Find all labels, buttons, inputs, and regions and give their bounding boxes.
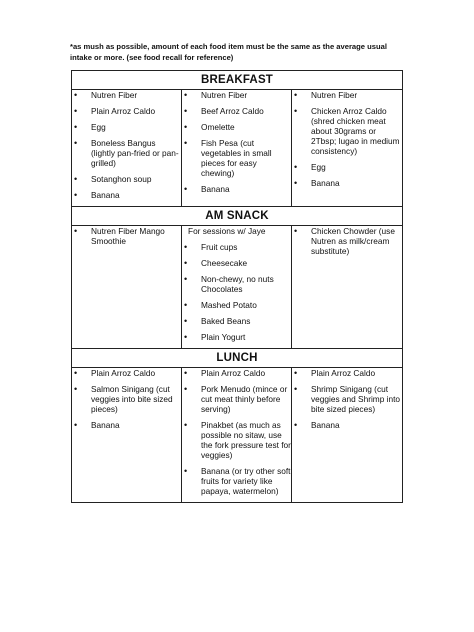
food-item: • Mashed Potato xyxy=(182,300,291,310)
food-item: • Plain Arroz Caldo xyxy=(292,368,402,378)
section-title: AM SNACK xyxy=(72,207,403,226)
food-item: • Nutren Fiber Mango Smoothie xyxy=(72,226,181,246)
food-item: • Baked Beans xyxy=(182,316,291,326)
section-header-row xyxy=(72,207,403,226)
meal-option-cell xyxy=(72,90,182,207)
food-list xyxy=(72,226,181,246)
food-item: • Egg xyxy=(72,122,181,132)
section-row xyxy=(72,226,403,349)
food-item: • Nutren Fiber xyxy=(182,90,291,100)
meal-option-cell xyxy=(292,90,403,207)
section-header-row xyxy=(72,71,403,90)
food-item: • Banana xyxy=(72,420,181,430)
food-list xyxy=(72,90,181,200)
section-title: BREAKFAST xyxy=(72,71,403,90)
food-item: • Egg xyxy=(292,162,402,172)
meal-plan-table xyxy=(71,70,403,503)
food-item: • Banana xyxy=(292,178,402,188)
food-item: • Banana xyxy=(292,420,402,430)
food-item: • Boneless Bangus (lightly pan-fried or pan-grilled) xyxy=(72,138,181,168)
meal-option-cell xyxy=(182,90,292,207)
food-item: • Plain Arroz Caldo xyxy=(72,106,181,116)
section-header-row xyxy=(72,349,403,368)
food-item: • Banana (or try other soft fruits for variety like papaya, watermelon) xyxy=(182,466,291,496)
food-item: • Plain Yogurt xyxy=(182,332,291,342)
food-item: • Pinakbet (as much as possible no sitaw, use the fork pressure test for veggies) xyxy=(182,420,291,460)
meal-option-cell xyxy=(72,368,182,503)
food-list xyxy=(292,368,402,430)
food-item: • Plain Arroz Caldo xyxy=(72,368,181,378)
food-item: • Banana xyxy=(182,184,291,194)
food-list xyxy=(182,242,291,342)
food-item: • Chicken Arroz Caldo (shred chicken meat about 30grams or 2Tbsp; lugao in medium consistency) xyxy=(292,106,402,156)
food-item: • Plain Arroz Caldo xyxy=(182,368,291,378)
meal-option-cell xyxy=(292,226,403,349)
food-item: • Shrimp Sinigang (cut veggies and Shrimp into bite sized pieces) xyxy=(292,384,402,414)
food-list xyxy=(182,368,291,496)
food-item: • Cheesecake xyxy=(182,258,291,268)
reference-note: *as mush as possible, amount of each food item must be the same as the average usual intake or more. (see food recall for reference) xyxy=(70,42,387,62)
food-item: • Beef Arroz Caldo xyxy=(182,106,291,116)
food-item: • Nutren Fiber xyxy=(292,90,402,100)
section-row xyxy=(72,368,403,503)
meal-option-cell xyxy=(292,368,403,503)
meal-option-cell xyxy=(182,226,292,349)
food-item: • Fish Pesa (cut vegetables in small pieces for easy chewing) xyxy=(182,138,291,178)
food-item: • Pork Menudo (mince or cut meat thinly before serving) xyxy=(182,384,291,414)
food-item: • Fruit cups xyxy=(182,242,291,252)
food-item: • Banana xyxy=(72,190,181,200)
food-list xyxy=(292,90,402,188)
food-list xyxy=(292,226,402,256)
food-item: • Sotanghon soup xyxy=(72,174,181,184)
section-row xyxy=(72,90,403,207)
food-item: • Omelette xyxy=(182,122,291,132)
food-item: • Salmon Sinigang (cut veggies into bite sized pieces) xyxy=(72,384,181,414)
food-item: • Chicken Chowder (use Nutren as milk/cream substitute) xyxy=(292,226,402,256)
session-note: For sessions w/ Jaye xyxy=(188,226,266,236)
food-item: • Nutren Fiber xyxy=(72,90,181,100)
meal-option-cell xyxy=(72,226,182,349)
food-list xyxy=(182,90,291,194)
meal-option-cell xyxy=(182,368,292,503)
food-list xyxy=(72,368,181,430)
section-title: LUNCH xyxy=(72,349,403,368)
food-item: • Non-chewy, no nuts Chocolates xyxy=(182,274,291,294)
